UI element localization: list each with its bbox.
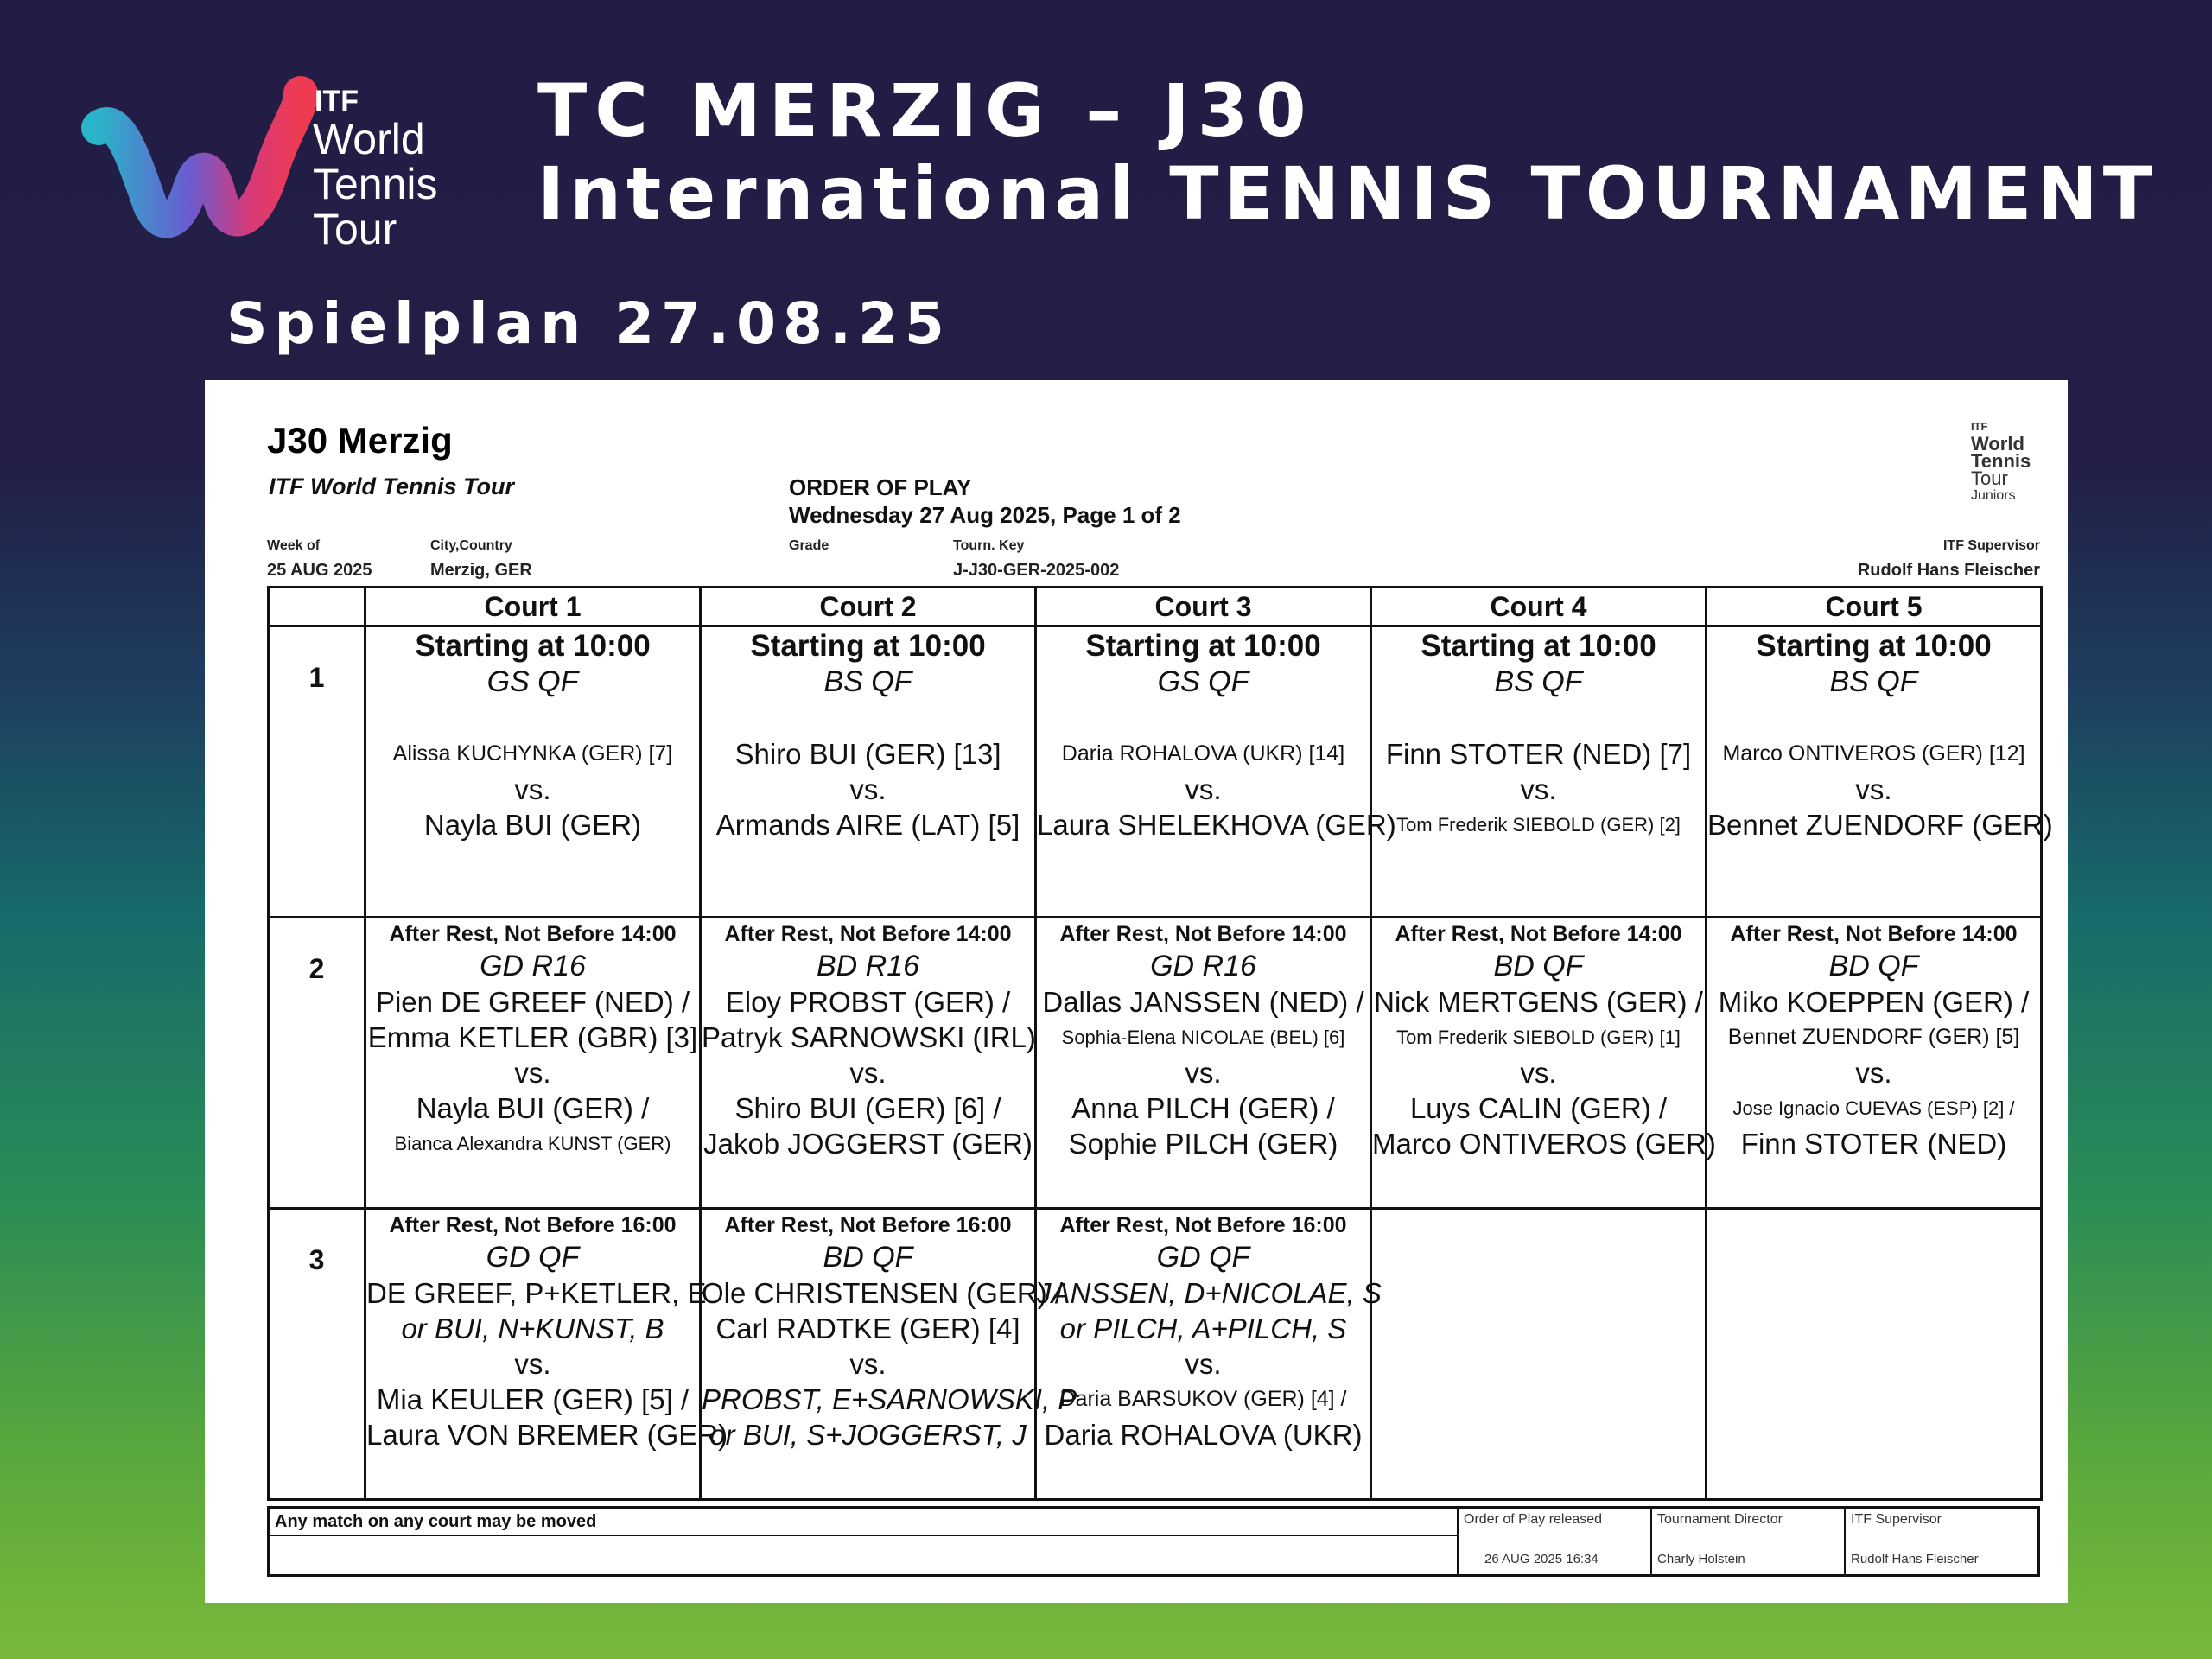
versus-label: vs. bbox=[849, 1057, 887, 1089]
player-name: Luys CALIN (GER) / bbox=[1409, 1092, 1668, 1124]
player-name: Bennet ZUENDORF (GER) bbox=[1707, 809, 2053, 841]
player-name: Patryk SARNOWSKI (IRL) bbox=[702, 1021, 1036, 1053]
match-time: Starting at 10:00 bbox=[415, 629, 651, 663]
match-cell bbox=[1371, 626, 1707, 918]
player-name: Armands AIRE (LAT) [5] bbox=[715, 809, 1020, 841]
player-name: Bianca Alexandra KUNST (GER) bbox=[394, 1133, 671, 1154]
player-name: Miko KOEPPEN (GER) / bbox=[1718, 986, 2030, 1018]
versus-label: vs. bbox=[1520, 1057, 1557, 1089]
player-name: or BUI, S+JOGGERST, J bbox=[709, 1419, 1027, 1451]
match-row bbox=[269, 626, 2042, 918]
meta-supervisor-value: Rudolf Hans Fleischer bbox=[1857, 561, 2040, 580]
versus-label: vs. bbox=[514, 1057, 551, 1089]
meta-week bbox=[267, 537, 372, 579]
versus-label: vs. bbox=[1855, 1057, 1892, 1089]
match-cell bbox=[1371, 918, 1716, 1209]
player-name: Eloy PROBST (GER) / bbox=[725, 986, 1011, 1018]
versus-label: vs. bbox=[1185, 1348, 1222, 1380]
player-name: Carl RADTKE (GER) [4] bbox=[715, 1313, 1020, 1344]
player-name: Nayla BUI (GER) bbox=[423, 809, 642, 841]
juniors-logo bbox=[1971, 418, 2031, 505]
player-name: JANSSEN, D+NICOLAE, S bbox=[1037, 1277, 1382, 1309]
meta-city-label: City,Country bbox=[430, 538, 512, 553]
page-title bbox=[537, 68, 2158, 236]
juniors-logo-tennis: Tennis bbox=[1971, 450, 2031, 472]
footer-supervisor-value: Rudolf Hans Fleischer bbox=[1851, 1552, 1979, 1567]
order-of-play-heading bbox=[789, 474, 1181, 529]
court-header-row bbox=[269, 588, 2042, 626]
title-line-1: TC MERZIG – J30 bbox=[537, 68, 1314, 153]
player-name: Bennet ZUENDORF (GER) [5] bbox=[1727, 1025, 2020, 1049]
event-code: BD QF bbox=[1493, 950, 1584, 982]
footer-note: Any match on any court may be moved bbox=[275, 1512, 597, 1531]
oop-label: ORDER OF PLAY bbox=[789, 474, 972, 500]
logo-world: World bbox=[313, 115, 425, 163]
match-cell bbox=[1036, 1209, 1382, 1500]
schedule-date-heading: Spielplan 27.08.25 bbox=[226, 290, 951, 357]
match-number: 2 bbox=[269, 918, 365, 1209]
event-code: GD QF bbox=[486, 1241, 580, 1274]
versus-label: vs. bbox=[1520, 773, 1557, 805]
match-cell bbox=[1036, 918, 1371, 1209]
event-code: GS QF bbox=[486, 665, 579, 698]
meta-supervisor-label: ITF Supervisor bbox=[1942, 538, 2040, 553]
player-name: Shiro BUI (GER) [6] / bbox=[734, 1092, 1001, 1124]
match-cell bbox=[365, 1209, 728, 1500]
footer-supervisor-label: ITF Supervisor bbox=[1851, 1512, 1942, 1527]
match-cell bbox=[1707, 626, 2053, 918]
meta-key bbox=[953, 537, 1119, 579]
player-name: or PILCH, A+PILCH, S bbox=[1059, 1313, 1347, 1344]
match-cell bbox=[1036, 626, 1396, 918]
logo-tennis: Tennis bbox=[313, 160, 438, 208]
meta-grade-label: Grade bbox=[789, 538, 830, 553]
match-time: After Rest, Not Before 14:00 bbox=[1059, 922, 1347, 946]
player-name: Sophia-Elena NICOLAE (BEL) [6] bbox=[1061, 1027, 1345, 1048]
juniors-logo-juniors: Juniors bbox=[1971, 488, 2016, 503]
match-cell bbox=[1371, 1209, 1707, 1500]
versus-label: vs. bbox=[849, 773, 887, 805]
match-cell bbox=[365, 626, 701, 918]
player-name: Ole CHRISTENSEN (GER) / bbox=[702, 1277, 1064, 1309]
player-name: Daria ROHALOVA (UKR) bbox=[1044, 1419, 1363, 1451]
match-time: Starting at 10:00 bbox=[750, 629, 986, 663]
order-of-play-table bbox=[267, 586, 2053, 1501]
player-name: Finn STOTER (NED) bbox=[1740, 1128, 2007, 1160]
meta-city bbox=[430, 537, 532, 579]
player-name: Laura VON BREMER (GER) bbox=[366, 1419, 728, 1451]
player-name: Pien DE GREEF (NED) / bbox=[375, 986, 690, 1018]
player-name: or BUI, N+KUNST, B bbox=[401, 1313, 664, 1344]
footer-supervisor bbox=[1844, 1509, 2039, 1574]
versus-label: vs. bbox=[1185, 773, 1222, 805]
versus-label: vs. bbox=[514, 773, 551, 805]
event-code: BD QF bbox=[1828, 950, 1919, 982]
tour-name: ITF World Tennis Tour bbox=[269, 474, 514, 499]
spacer bbox=[1372, 700, 1705, 736]
meta-key-label: Tourn. Key bbox=[953, 538, 1025, 553]
player-name: Shiro BUI (GER) [13] bbox=[734, 738, 1001, 770]
versus-label: vs. bbox=[514, 1348, 551, 1380]
match-time: After Rest, Not Before 14:00 bbox=[724, 922, 1012, 946]
spacer bbox=[1707, 700, 2040, 736]
juniors-logo-tour: Tour bbox=[1971, 467, 2008, 489]
court-header: Court 2 bbox=[701, 588, 1036, 626]
versus-label: vs. bbox=[849, 1348, 887, 1380]
event-code: BD R16 bbox=[816, 950, 920, 982]
player-name: Alissa KUCHYNKA (GER) [7] bbox=[392, 741, 673, 766]
player-name: Tom Frederik SIEBOLD (GER) [2] bbox=[1396, 814, 1681, 836]
match-number: 1 bbox=[269, 626, 365, 918]
footer-released-value: 26 AUG 2025 16:34 bbox=[1484, 1552, 1599, 1567]
match-time: After Rest, Not Before 16:00 bbox=[389, 1213, 677, 1237]
player-name: Mia KEULER (GER) [5] / bbox=[376, 1383, 690, 1415]
player-name: Marco ONTIVEROS (GER) bbox=[1372, 1128, 1716, 1160]
player-name: Marco ONTIVEROS (GER) [12] bbox=[1722, 741, 2025, 766]
meta-week-value: 25 AUG 2025 bbox=[267, 561, 372, 580]
player-name: Emma KETLER (GBR) [3] bbox=[367, 1021, 698, 1053]
versus-label: vs. bbox=[1185, 1057, 1222, 1089]
player-name: Sophie PILCH (GER) bbox=[1068, 1128, 1338, 1160]
meta-key-value: J-J30-GER-2025-002 bbox=[953, 561, 1120, 580]
match-time: After Rest, Not Before 16:00 bbox=[724, 1213, 1012, 1237]
footer-director-value: Charly Holstein bbox=[1657, 1552, 1745, 1567]
player-name: Daria BARSUKOV (GER) [4] / bbox=[1059, 1387, 1347, 1411]
player-name: Finn STOTER (NED) [7] bbox=[1385, 738, 1692, 770]
match-row bbox=[269, 1209, 2042, 1500]
footer-released bbox=[1457, 1509, 1652, 1574]
footer-released-label: Order of Play released bbox=[1464, 1512, 1603, 1527]
meta-supervisor bbox=[1858, 537, 2040, 579]
logo-tour: Tour bbox=[313, 205, 397, 253]
meta-grade bbox=[789, 537, 829, 562]
player-name: Nick MERTGENS (GER) / bbox=[1374, 986, 1703, 1018]
match-time: Starting at 10:00 bbox=[1085, 629, 1321, 663]
event-code: BS QF bbox=[1494, 665, 1583, 698]
match-cell bbox=[701, 626, 1036, 918]
player-name: Laura SHELEKHOVA (GER) bbox=[1037, 809, 1396, 841]
player-name: Tom Frederik SIEBOLD (GER) [1] bbox=[1396, 1027, 1681, 1048]
match-time: After Rest, Not Before 14:00 bbox=[1395, 922, 1682, 946]
logo-itf: ITF bbox=[315, 85, 359, 118]
event-code: GD QF bbox=[1156, 1241, 1250, 1274]
match-row bbox=[269, 918, 2042, 1209]
player-name: Dallas JANSSEN (NED) / bbox=[1042, 986, 1364, 1018]
player-name: Jakob JOGGERST (GER) bbox=[703, 1128, 1033, 1160]
player-name: Daria ROHALOVA (UKR) [14] bbox=[1061, 741, 1345, 766]
oop-date: Wednesday 27 Aug 2025, Page 1 of 2 bbox=[789, 502, 1181, 528]
event-code: GD R16 bbox=[1150, 950, 1256, 982]
juniors-logo-itf: ITF bbox=[1971, 420, 1988, 433]
match-number: 3 bbox=[269, 1209, 365, 1500]
event-code: BS QF bbox=[823, 665, 912, 698]
logo-wordmark bbox=[313, 86, 438, 251]
meta-week-label: Week of bbox=[267, 538, 321, 553]
player-name: DE GREEF, P+KETLER, E bbox=[366, 1277, 707, 1309]
footer-director bbox=[1650, 1509, 1846, 1574]
match-cell bbox=[1707, 918, 2042, 1209]
meta-city-value: Merzig, GER bbox=[430, 561, 532, 580]
match-time: After Rest, Not Before 14:00 bbox=[389, 922, 677, 946]
tournament-name: J30 Merzig bbox=[267, 420, 453, 461]
match-cell bbox=[365, 918, 701, 1209]
court-header: Court 3 bbox=[1036, 588, 1371, 626]
event-code: BS QF bbox=[1829, 665, 1918, 698]
footer-director-label: Tournament Director bbox=[1657, 1512, 1783, 1527]
event-code: GD R16 bbox=[480, 950, 586, 982]
spacer bbox=[1037, 700, 1370, 736]
match-time: After Rest, Not Before 16:00 bbox=[1059, 1213, 1347, 1237]
corner-cell bbox=[269, 588, 365, 626]
player-name: PROBST, E+SARNOWSKI, P bbox=[702, 1383, 1077, 1415]
match-cell bbox=[701, 918, 1036, 1209]
player-name: Nayla BUI (GER) / bbox=[416, 1092, 650, 1124]
order-of-play-sheet bbox=[205, 380, 2068, 1603]
court-header: Court 1 bbox=[365, 588, 701, 626]
title-line-2: International TENNIS TOURNAMENT bbox=[537, 151, 2158, 236]
court-header: Court 4 bbox=[1371, 588, 1707, 626]
match-time: After Rest, Not Before 14:00 bbox=[1730, 922, 2018, 946]
court-header: Court 5 bbox=[1707, 588, 2042, 626]
event-code: BD QF bbox=[823, 1241, 913, 1274]
sheet-footer bbox=[267, 1506, 2040, 1577]
match-cell bbox=[1707, 1209, 2042, 1500]
versus-label: vs. bbox=[1855, 773, 1892, 805]
match-cell bbox=[701, 1209, 1077, 1500]
player-name: Jose Ignacio CUEVAS (ESP) [2] / bbox=[1732, 1097, 2015, 1119]
juniors-logo-world: World bbox=[1971, 433, 2024, 454]
event-code: GS QF bbox=[1157, 665, 1249, 698]
footer-divider bbox=[270, 1535, 1459, 1536]
spacer bbox=[366, 700, 699, 736]
match-time: Starting at 10:00 bbox=[1756, 629, 1992, 663]
spacer bbox=[702, 700, 1034, 736]
player-name: Anna PILCH (GER) / bbox=[1071, 1092, 1335, 1124]
match-time: Starting at 10:00 bbox=[1421, 629, 1656, 663]
